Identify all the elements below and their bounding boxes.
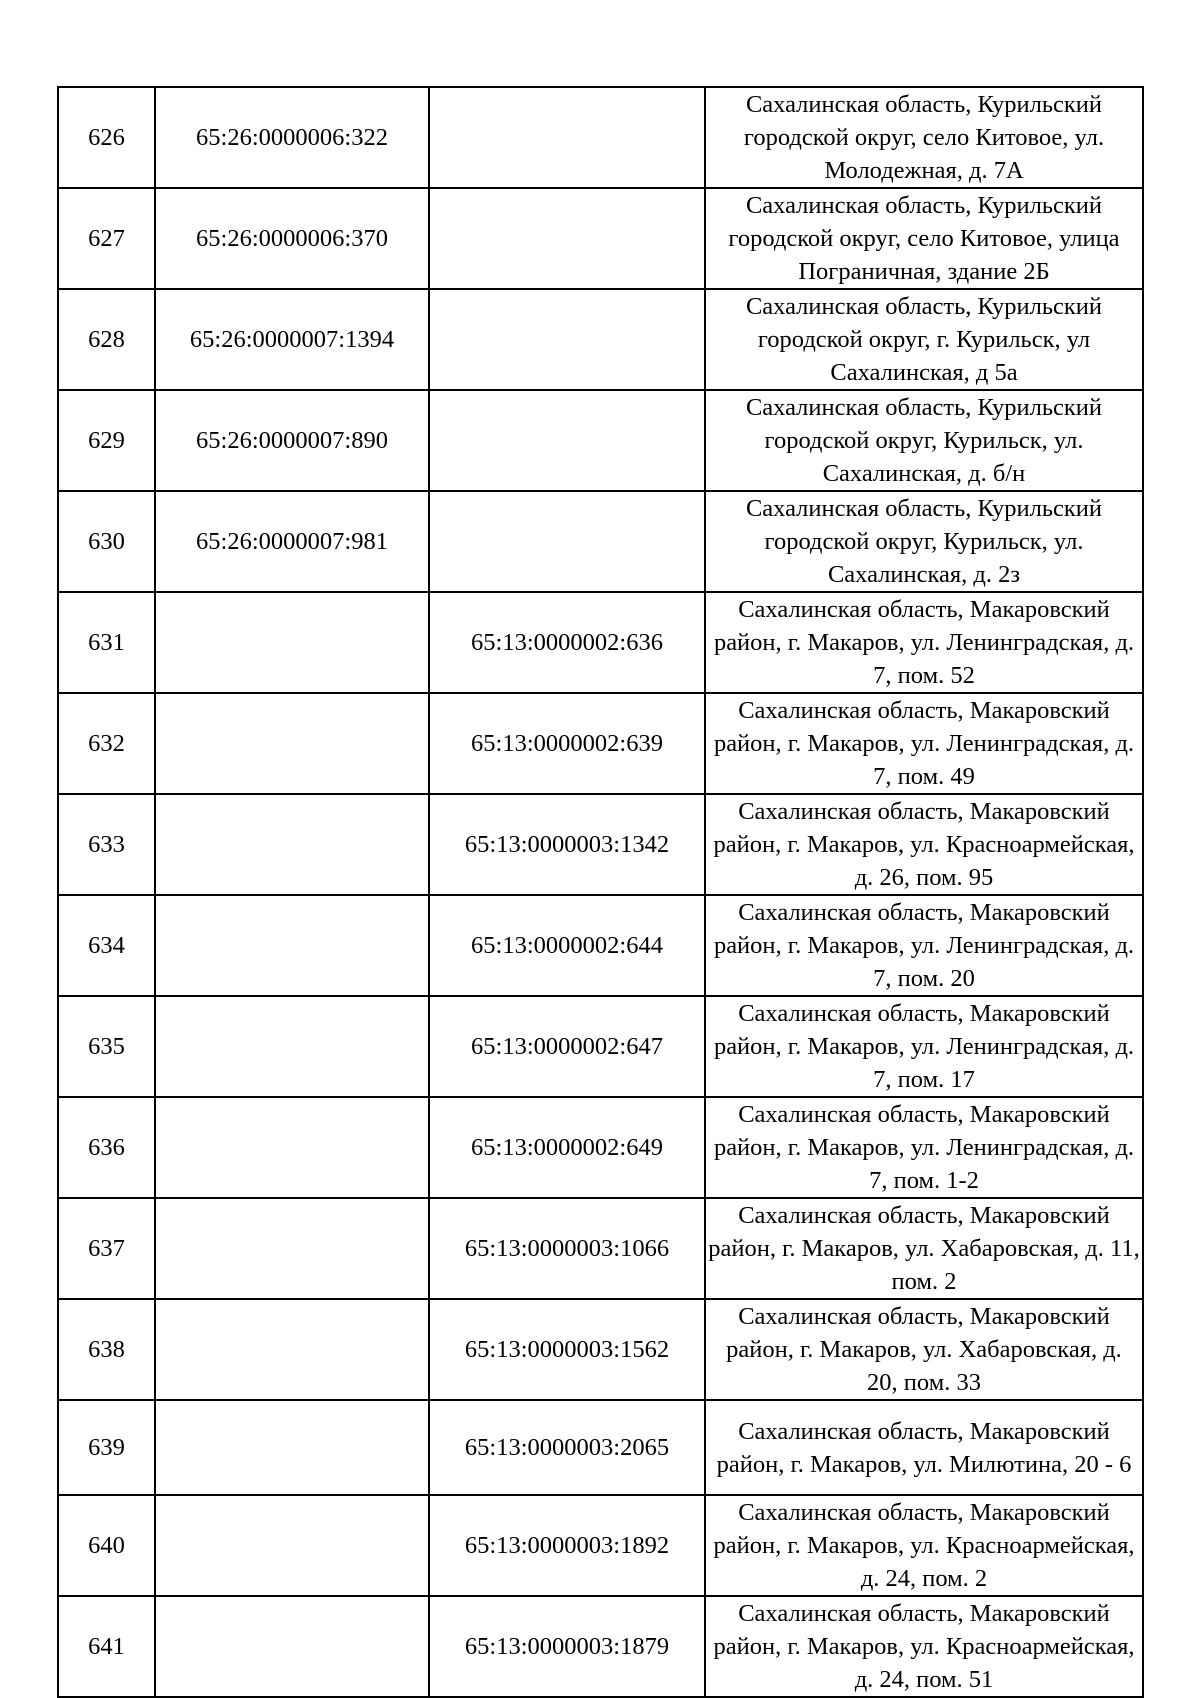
- address-cell: Сахалинская область, Курильский городской округ, Курильск, ул. Сахалинская, д. б/н: [705, 390, 1143, 491]
- land-cadastral-cell: [155, 1299, 429, 1400]
- land-cadastral-cell: 65:26:0000007:1394: [155, 289, 429, 390]
- object-cadastral-cell: 65:13:0000003:2065: [429, 1400, 705, 1495]
- object-cadastral-cell: [429, 87, 705, 188]
- object-cadastral-cell: [429, 289, 705, 390]
- row-number-cell: 640: [58, 1495, 155, 1596]
- row-number-cell: 631: [58, 592, 155, 693]
- row-number-cell: 629: [58, 390, 155, 491]
- row-number-cell: 633: [58, 794, 155, 895]
- address-cell: Сахалинская область, Макаровский район, г. Макаров, ул. Хабаровская, д. 11, пом. 2: [705, 1198, 1143, 1299]
- address-cell: Сахалинская область, Курильский городской округ, Курильск, ул. Сахалинская, д. 2з: [705, 491, 1143, 592]
- land-cadastral-cell: [155, 996, 429, 1097]
- land-cadastral-cell: 65:26:0000006:370: [155, 188, 429, 289]
- table-row: [58, 1596, 1143, 1697]
- land-cadastral-cell: [155, 1400, 429, 1495]
- address-cell: Сахалинская область, Макаровский район, г. Макаров, ул. Хабаровская, д. 20, пом. 33: [705, 1299, 1143, 1400]
- object-cadastral-cell: 65:13:0000002:644: [429, 895, 705, 996]
- table-row: [58, 390, 1143, 491]
- address-cell: Сахалинская область, Макаровский район, г. Макаров, ул. Красноармейская, д. 24, пом. 2: [705, 1495, 1143, 1596]
- address-cell: Сахалинская область, Курильский городской округ, г. Курильск, ул Сахалинская, д 5а: [705, 289, 1143, 390]
- object-cadastral-cell: 65:13:0000002:649: [429, 1097, 705, 1198]
- row-number-cell: 630: [58, 491, 155, 592]
- table-row: [58, 1097, 1143, 1198]
- table-row: [58, 1495, 1143, 1596]
- object-cadastral-cell: [429, 188, 705, 289]
- row-number-cell: 626: [58, 87, 155, 188]
- land-cadastral-cell: [155, 693, 429, 794]
- address-cell: Сахалинская область, Макаровский район, г. Макаров, ул. Милютина, 20 - 6: [705, 1400, 1143, 1495]
- address-cell: Сахалинская область, Макаровский район, г. Макаров, ул. Красноармейская, д. 26, пом. 95: [705, 794, 1143, 895]
- address-cell: Сахалинская область, Макаровский район, г. Макаров, ул. Ленинградская, д. 7, пом. 49: [705, 693, 1143, 794]
- object-cadastral-cell: 65:13:0000003:1342: [429, 794, 705, 895]
- object-cadastral-cell: 65:13:0000002:639: [429, 693, 705, 794]
- row-number-cell: 628: [58, 289, 155, 390]
- table-row: [58, 693, 1143, 794]
- address-cell: Сахалинская область, Макаровский район, г. Макаров, ул. Ленинградская, д. 7, пом. 1-2: [705, 1097, 1143, 1198]
- object-cadastral-cell: 65:13:0000002:647: [429, 996, 705, 1097]
- land-cadastral-cell: [155, 1495, 429, 1596]
- object-cadastral-cell: 65:13:0000003:1562: [429, 1299, 705, 1400]
- address-cell: Сахалинская область, Курильский городской округ, село Китовое, улица Пограничная, здание 2Б: [705, 188, 1143, 289]
- object-cadastral-cell: [429, 390, 705, 491]
- object-cadastral-cell: [429, 491, 705, 592]
- table-row: [58, 794, 1143, 895]
- address-cell: Сахалинская область, Макаровский район, г. Макаров, ул. Ленинградская, д. 7, пом. 52: [705, 592, 1143, 693]
- land-cadastral-cell: 65:26:0000006:322: [155, 87, 429, 188]
- table-row: [58, 1299, 1143, 1400]
- land-cadastral-cell: [155, 592, 429, 693]
- land-cadastral-cell: [155, 1198, 429, 1299]
- row-number-cell: 637: [58, 1198, 155, 1299]
- row-number-cell: 636: [58, 1097, 155, 1198]
- table-row: [58, 188, 1143, 289]
- table-row: [58, 895, 1143, 996]
- address-cell: Сахалинская область, Макаровский район, г. Макаров, ул. Красноармейская, д. 24, пом. 51: [705, 1596, 1143, 1697]
- address-cell: Сахалинская область, Макаровский район, г. Макаров, ул. Ленинградская, д. 7, пом. 20: [705, 895, 1143, 996]
- object-cadastral-cell: 65:13:0000003:1892: [429, 1495, 705, 1596]
- registry-table: [57, 86, 1144, 1698]
- row-number-cell: 638: [58, 1299, 155, 1400]
- table-row: [58, 87, 1143, 188]
- row-number-cell: 641: [58, 1596, 155, 1697]
- land-cadastral-cell: 65:26:0000007:981: [155, 491, 429, 592]
- address-cell: Сахалинская область, Курильский городской округ, село Китовое, ул. Молодежная, д. 7А: [705, 87, 1143, 188]
- row-number-cell: 632: [58, 693, 155, 794]
- row-number-cell: 627: [58, 188, 155, 289]
- table-row: [58, 289, 1143, 390]
- row-number-cell: 639: [58, 1400, 155, 1495]
- registry-table-body: [58, 87, 1143, 1697]
- object-cadastral-cell: 65:13:0000002:636: [429, 592, 705, 693]
- land-cadastral-cell: [155, 794, 429, 895]
- object-cadastral-cell: 65:13:0000003:1879: [429, 1596, 705, 1697]
- table-row: [58, 491, 1143, 592]
- table-row: [58, 1198, 1143, 1299]
- land-cadastral-cell: [155, 895, 429, 996]
- row-number-cell: 634: [58, 895, 155, 996]
- table-row: [58, 1400, 1143, 1495]
- land-cadastral-cell: [155, 1097, 429, 1198]
- table-row: [58, 996, 1143, 1097]
- object-cadastral-cell: 65:13:0000003:1066: [429, 1198, 705, 1299]
- row-number-cell: 635: [58, 996, 155, 1097]
- land-cadastral-cell: [155, 1596, 429, 1697]
- address-cell: Сахалинская область, Макаровский район, г. Макаров, ул. Ленинградская, д. 7, пом. 17: [705, 996, 1143, 1097]
- table-row: [58, 592, 1143, 693]
- land-cadastral-cell: 65:26:0000007:890: [155, 390, 429, 491]
